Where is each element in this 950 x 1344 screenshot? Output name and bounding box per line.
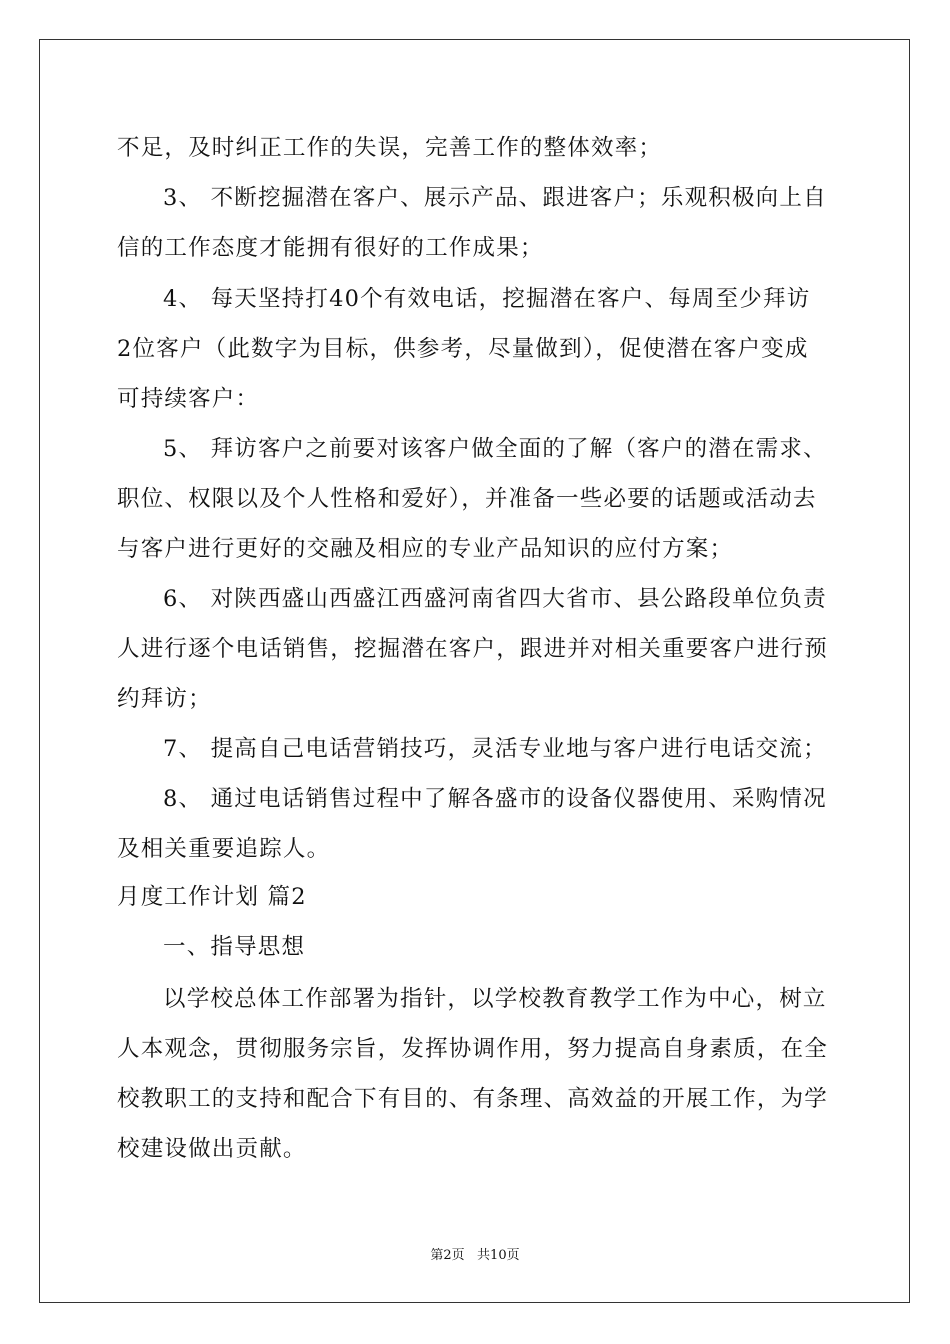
- page-number: 第2页 共10页: [430, 1248, 520, 1263]
- text-line-7: 5、 拜访客户之前要对该客户做全面的了解（客户的潜在需求、: [163, 436, 827, 462]
- text-line-13: 7、 提高自己电话营销技巧，灵活专业地与客户进行电话交流；: [163, 736, 827, 762]
- text-line-3: 信的工作态度才能拥有很好的工作成果；: [117, 235, 544, 261]
- text-line-20: 校教职工的支持和配合下有目的、有条理、高效益的开展工作，为学: [117, 1086, 829, 1112]
- text-line-19: 人本观念，贯彻服务宗旨，发挥协调作用，努力提高自身素质，在全: [117, 1036, 829, 1062]
- text-line-4: 4、 每天坚持打40个有效电话，挖掘潜在客户、每周至少拜访: [163, 286, 811, 312]
- text-line-6: 可持续客户：: [117, 386, 260, 412]
- text-line-8: 职位、权限以及个人性格和爱好），并准备一些必要的话题或活动去: [117, 486, 817, 512]
- text-line-1: 不足，及时纠正工作的失误，完善工作的整体效率；: [117, 135, 663, 161]
- text-line-9: 与客户进行更好的交融及相应的专业产品知识的应付方案；: [117, 536, 734, 562]
- text-line-18: 以学校总体工作部署为指针，以学校教育教学工作为中心，树立: [163, 986, 827, 1012]
- text-line-21: 校建设做出贡献。: [117, 1136, 307, 1162]
- subsection-heading: 一、指导思想: [163, 934, 306, 960]
- text-line-11: 人进行逐个电话销售，挖掘潜在客户，跟进并对相关重要客户进行预: [117, 636, 829, 662]
- text-line-10: 6、 对陕西盛山西盛江西盛河南省四大省市、县公路段单位负责: [163, 586, 827, 612]
- text-line-15: 及相关重要追踪人。: [117, 836, 331, 862]
- text-line-2: 3、 不断挖掘潜在客户、展示产品、跟进客户；乐观积极向上自: [163, 185, 827, 211]
- text-line-5: 2位客户（此数字为目标，供参考，尽量做到），促使潜在客户变成: [117, 336, 809, 362]
- text-line-12: 约拜访；: [117, 686, 212, 712]
- section-heading: 月度工作计划 篇2: [117, 884, 307, 910]
- text-line-14: 8、 通过电话销售过程中了解各盛市的设备仪器使用、采购情况: [163, 786, 827, 812]
